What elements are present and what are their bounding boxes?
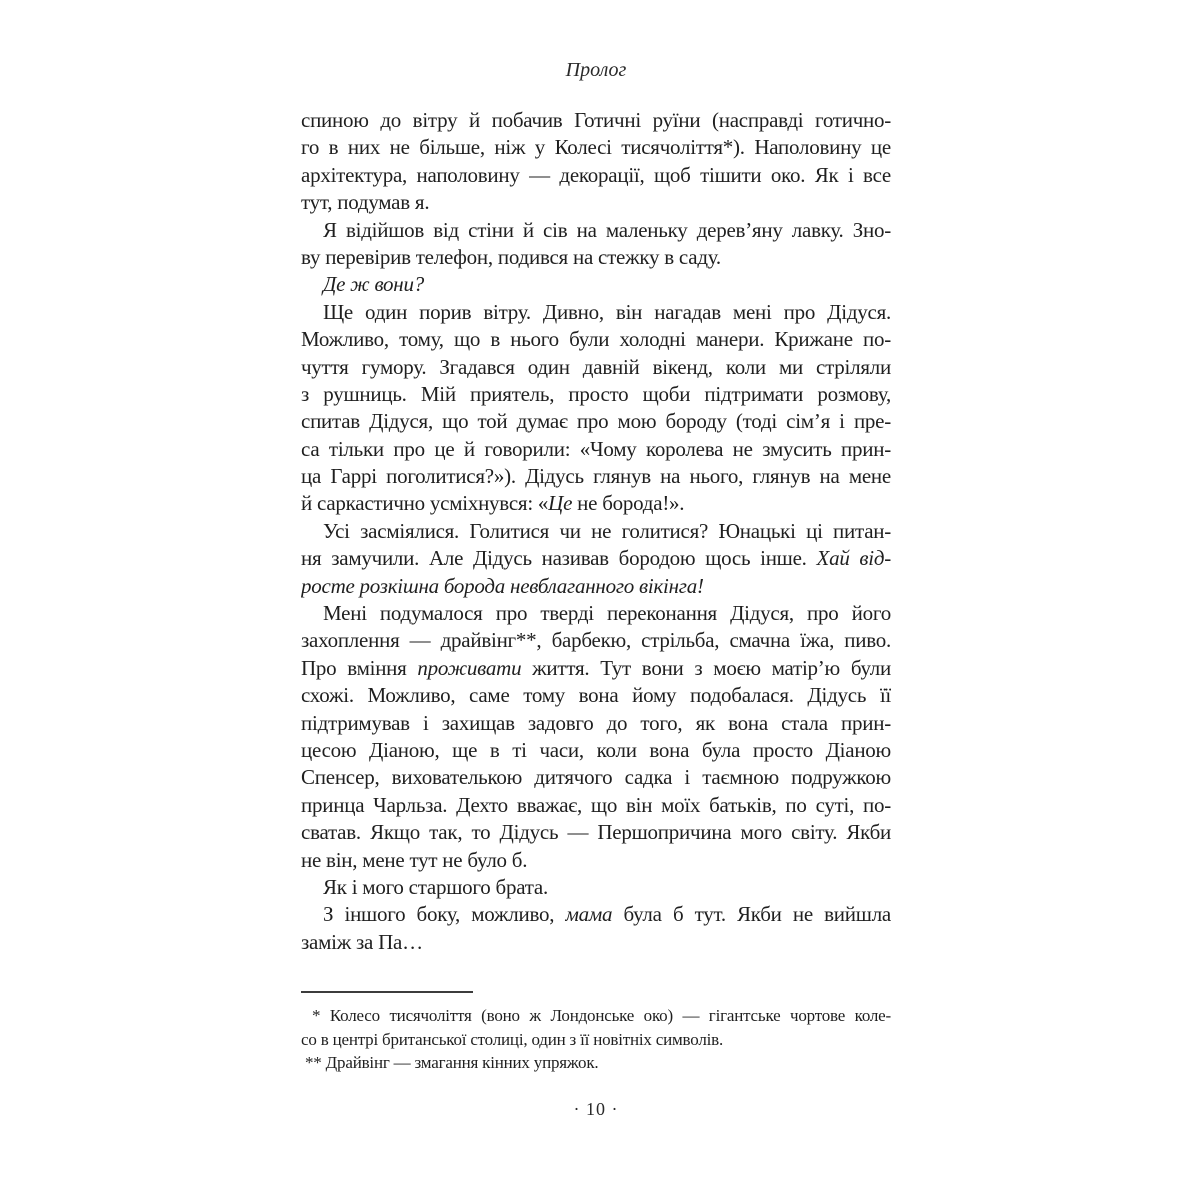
text-run: принца Чарльза. Дехто вважає, що він моїх батьків, по суті, по- (301, 792, 891, 817)
text-run: життя. Тут вони з моєю матір’ю були (521, 655, 891, 680)
text-run: тут, подумав я. (301, 190, 430, 215)
text-run: го в них не більше, ніж у Колесі тисячоліття*). Наполовину це (301, 135, 891, 160)
text-run: Усі засміялися. Голитися чи не голитися? Юнацькі ці питан- (323, 518, 891, 543)
text-line (301, 764, 891, 791)
text-line (301, 326, 891, 353)
text-run: ня замучили. Але Дідусь називав бородою щось інше. (301, 546, 817, 571)
text-line (301, 710, 891, 737)
text-line (301, 162, 891, 189)
text-line (301, 545, 891, 572)
text-run: Як і мого старшого брата. (323, 874, 548, 899)
text-run: ца Гаррі поголитися?»). Дідусь глянув на нього, глянув на мене (301, 464, 891, 489)
text-run: сватав. Якщо так, то Дідусь — Першопричина мого світу. Якби (301, 820, 891, 845)
text-run: Спенсер, вихователькою дитячого садка і таємною подружкою (301, 765, 891, 790)
text-run: со в центрі британської столиці, один з її новітніх символів. (301, 1029, 724, 1049)
text-line (301, 490, 891, 517)
text-run: не борода!». (572, 491, 685, 516)
text-run: була б тут. Якби не вийшла (612, 902, 891, 927)
text-line (301, 189, 891, 216)
italic-text-run: проживати (417, 655, 522, 680)
text-run: Ще один порив вітру. Дивно, він нагадав мені про Дідуся. (323, 299, 891, 324)
text-line (301, 929, 891, 956)
italic-text-run: Хай від- (816, 546, 891, 571)
text-line (301, 408, 891, 435)
text-line (301, 299, 891, 326)
text-line (301, 244, 891, 271)
text-run: й саркастично усміхнувся: « (301, 491, 549, 516)
text-line (301, 463, 891, 490)
text-run: чуття гумору. Згадався один давній вікенд, коли ми стріляли (301, 354, 891, 379)
text-line (301, 107, 891, 134)
text-run: цесою Діаною, ще в ті часи, коли вона була просто Діаною (301, 737, 891, 762)
text-run: спиною до вітру й побачив Готичні руїни (насправді готично- (301, 108, 891, 132)
text-run: з рушниць. Мій приятель, просто щоби підтримати розмову, (301, 381, 891, 406)
text-run: підтримував і захищав задовго до того, як вона стала прин- (301, 710, 891, 735)
text-run: схожі. Можливо, саме тому вона йому подобалася. Дідусь її (301, 683, 891, 708)
text-line (301, 737, 891, 764)
text-run: заміж за Па… (301, 929, 423, 954)
text-run: са тільки про це й говорили: «Чому королева не змусить прин- (301, 436, 891, 461)
italic-text-run: Де ж вони? (323, 272, 424, 297)
text-run: З іншого боку, можливо, (323, 902, 566, 927)
text-line (301, 271, 891, 298)
text-line (301, 1051, 891, 1075)
italic-text-run: росте розкішна борода невблаганного вікінга! (301, 573, 704, 598)
footnotes (301, 1004, 891, 1075)
text-line (301, 655, 891, 682)
text-line (301, 819, 891, 846)
text-line (301, 792, 891, 819)
text-run: Мені подумалося про тверді переконання Дідуся, про його (323, 601, 891, 626)
text-run: спитав Дідуся, що той думає про мою бороду (тоді сім’я і пре- (301, 409, 891, 434)
body-text (301, 107, 891, 956)
text-line (301, 627, 891, 654)
text-line (301, 134, 891, 161)
text-run: ** Драйвінг — змагання кінних упряжок. (305, 1053, 599, 1072)
text-line (301, 573, 891, 600)
footnote-separator (301, 991, 473, 993)
italic-text-run: мама (565, 902, 613, 927)
text-run: ву перевірив телефон, подився на стежку в саду. (301, 244, 721, 269)
text-run: Можливо, тому, що в нього були холодні манери. Крижане по- (301, 327, 891, 352)
text-line (301, 847, 891, 874)
text-run: Про вміння (301, 655, 418, 680)
chapter-heading: Пролог (565, 59, 627, 81)
text-line (301, 1028, 891, 1052)
text-line (301, 217, 891, 244)
text-run: Я відійшов від стіни й сів на маленьку дерев’яну лавку. Зно- (323, 217, 891, 242)
text-run: захоплення — драйвінг**, барбекю, стрільба, смачна їжа, пиво. (301, 628, 891, 653)
text-run: * Колесо тисячоліття (воно ж Лондонське око) — гігантське чортове коле- (312, 1006, 891, 1025)
text-run: не він, мене тут не було б. (301, 847, 528, 872)
page-number: · 10 · (573, 1099, 619, 1119)
italic-text-run: Це (548, 491, 573, 516)
text-line (301, 381, 891, 408)
text-line (301, 518, 891, 545)
text-line (301, 354, 891, 381)
text-line (301, 600, 891, 627)
text-line (301, 682, 891, 709)
text-line (301, 874, 891, 901)
text-line (301, 436, 891, 463)
text-run: архітектура, наполовину — декорації, щоб тішити око. Як і все (301, 162, 891, 187)
text-line (301, 901, 891, 928)
text-line (301, 1004, 891, 1028)
